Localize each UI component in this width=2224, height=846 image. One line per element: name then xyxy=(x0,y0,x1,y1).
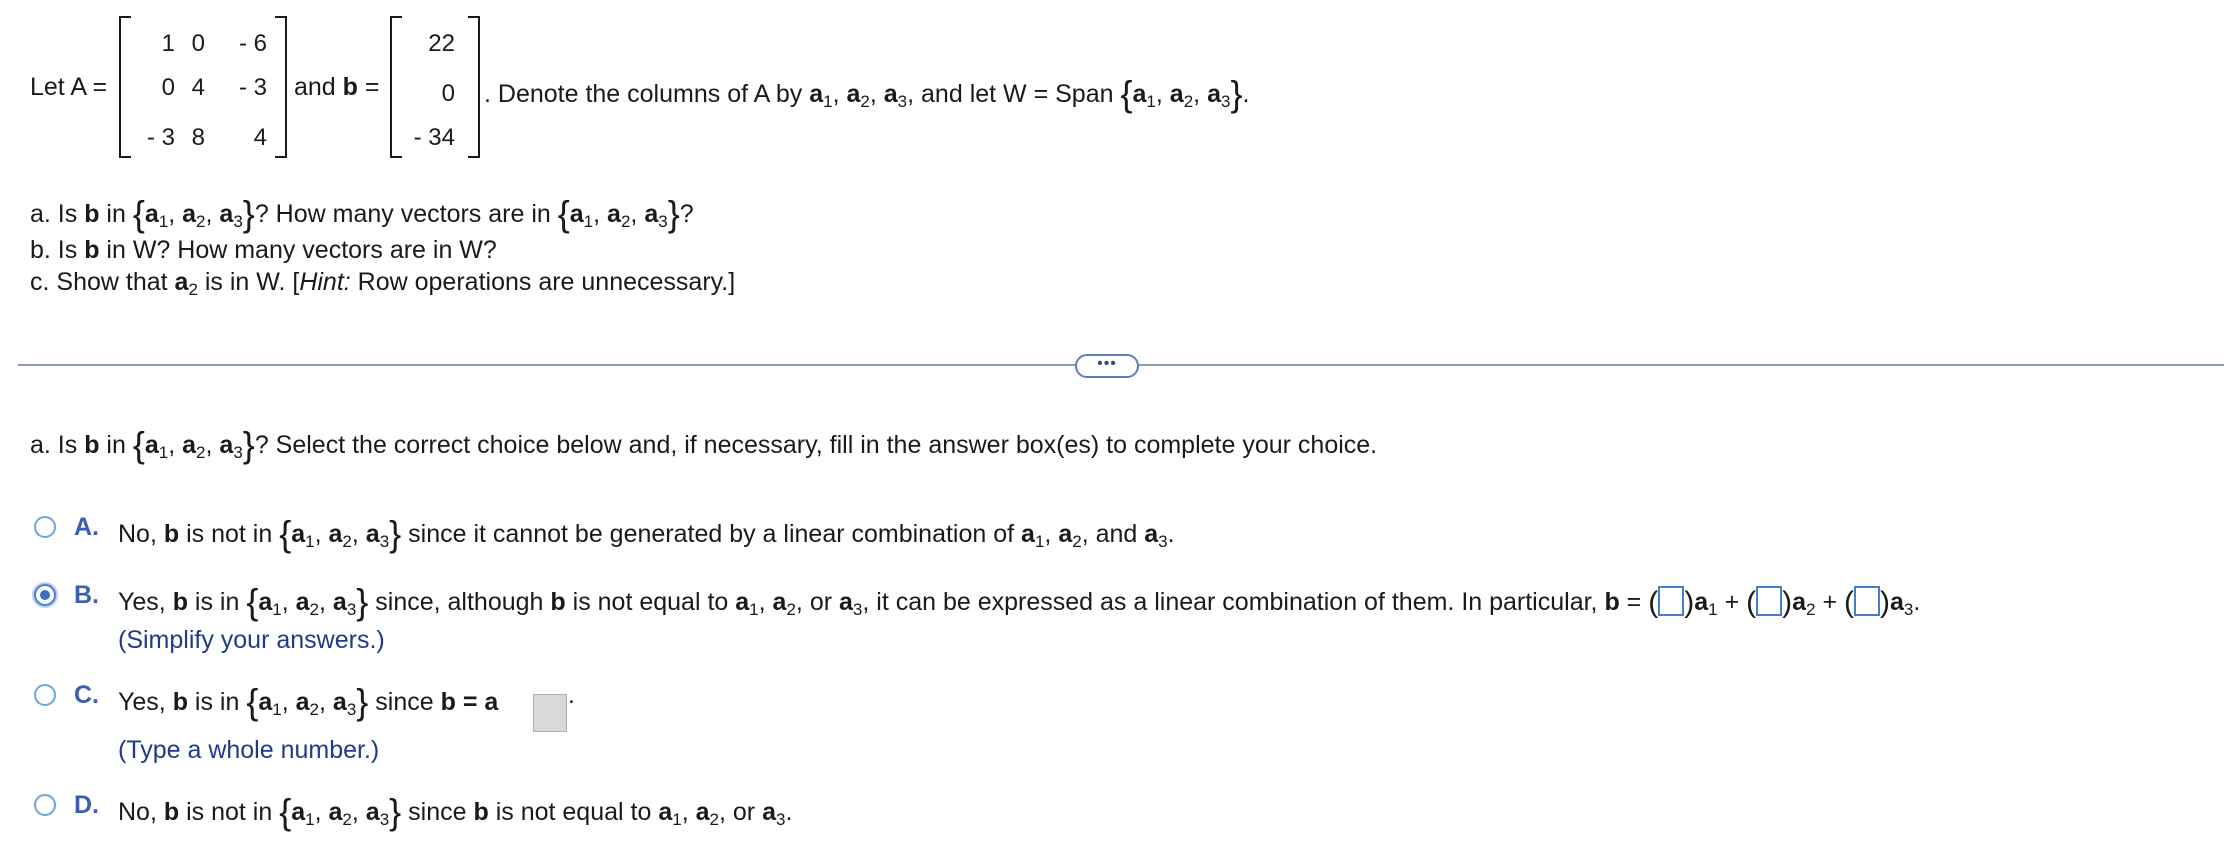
choice-b-letter[interactable]: B. xyxy=(74,581,99,609)
matrix-a-cell: 0 xyxy=(191,30,205,57)
choice-d-radio[interactable] xyxy=(34,794,56,816)
choice-c-letter[interactable]: C. xyxy=(74,681,99,709)
and-b-label: and b = xyxy=(294,73,380,101)
vector-b-cell: - 34 xyxy=(413,124,455,151)
choice-c-text[interactable]: Yes, b is in {$a_1$, $a_2$, $a_3$} since b = a xyxy=(118,681,499,722)
choice-a-radio[interactable] xyxy=(34,516,56,538)
choice-b-hint: (Simplify your answers.) xyxy=(118,626,385,654)
coef-a2-input[interactable] xyxy=(1756,586,1782,616)
matrix-a-cell: - 3 xyxy=(146,124,175,151)
vector-b xyxy=(390,16,480,158)
question-c: c. Show that $a_2$ is in W. [Hint: Row operations are unnecessary.] xyxy=(30,268,736,299)
vector-b-cell: 22 xyxy=(428,30,455,57)
choice-c-period: . xyxy=(568,681,575,709)
choice-b-radio[interactable] xyxy=(34,584,56,606)
matrix-a-cell: 4 xyxy=(253,124,267,151)
choice-a-text[interactable]: No, b is not in {$a_1$, $a_2$, $a_3$} since it cannot be generated by a linear combination of $a_1$, $a_2$, and $a_3$. xyxy=(118,513,1175,554)
question-b: b. Is b in W? How many vectors are in W? xyxy=(30,236,497,264)
matrix-a-cell: 4 xyxy=(191,74,205,101)
coef-a3-input[interactable] xyxy=(1854,586,1880,616)
matrix-a-cell: 0 xyxy=(161,74,175,101)
matrix-a-cell: 8 xyxy=(191,124,205,151)
choice-b-text[interactable]: Yes, b is in {$a_1$, $a_2$, $a_3$} since, although b is not equal to $a_1$, $a_2$, or $a_3$, it can be expressed as a linear combination of them. In particular, b = ( )$a_1$ + ( )$a_2$ + ( )$a_3$. xyxy=(118,581,1921,622)
coef-a1-input[interactable] xyxy=(1658,586,1684,616)
choice-c-radio[interactable] xyxy=(34,684,56,706)
choice-d-text[interactable]: No, b is not in {$a_1$, $a_2$, $a_3$} since b is not equal to $a_1$, $a_2$, or $a_3$. xyxy=(118,791,793,832)
more-options-button[interactable]: ••• xyxy=(1075,354,1139,378)
matrix-a-cell: - 3 xyxy=(238,74,267,101)
choice-c-hint: (Type a whole number.) xyxy=(118,736,380,764)
let-a-label: Let A = xyxy=(30,73,108,101)
part-a-prompt: a. Is b in {$a_1$, $a_2$, $a_3$}? Select the correct choice below and, if necessary, fill in the answer box(es) to complete your choice. xyxy=(30,424,1378,465)
choice-a-letter[interactable]: A. xyxy=(74,513,99,541)
matrix-a-cell: 1 xyxy=(161,30,175,57)
matrix-a-cell: - 6 xyxy=(238,30,267,57)
choice-c-index-input[interactable] xyxy=(533,694,567,732)
question-a: a. Is b in {$a_1$, $a_2$, $a_3$}? How many vectors are in {$a_1$, $a_2$, $a_3$}? xyxy=(30,193,694,234)
choice-d-letter[interactable]: D. xyxy=(74,791,99,819)
matrix-a xyxy=(119,16,287,158)
problem-intro-text: . Denote the columns of A by $a_1$, $a_2$, $a_3$, and let W = Span {$a_1$, $a_2$, $a_3$}. xyxy=(484,73,1250,114)
vector-b-cell: 0 xyxy=(441,80,455,107)
